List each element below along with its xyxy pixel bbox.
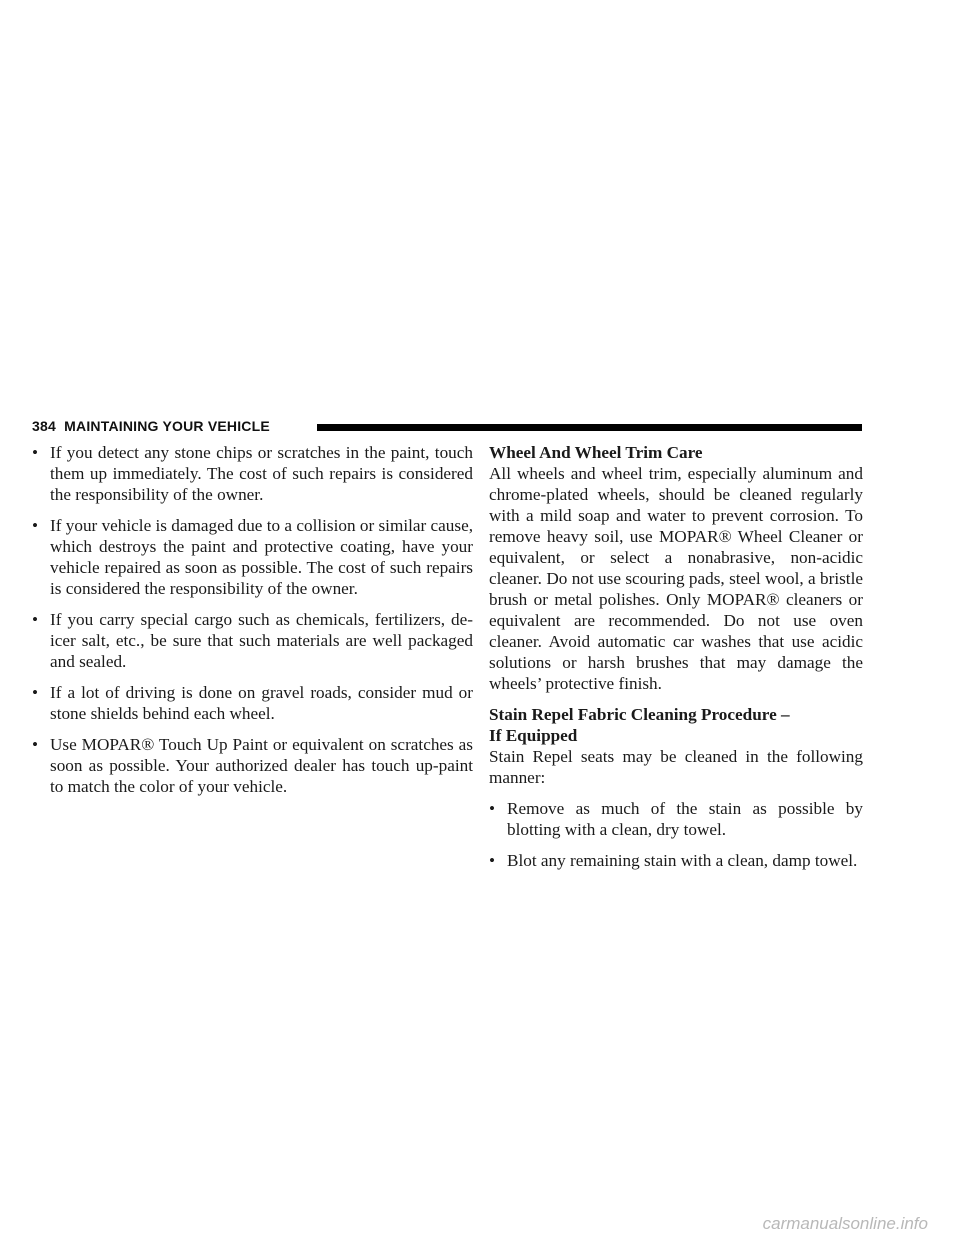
bullet-text: If you carry special cargo such as chemicals, fertilizers, de-icer salt, etc., be sure that such materials are well packaged and sealed. [50,610,473,671]
bullet-icon: • [32,516,39,535]
bullet-icon: • [32,683,39,702]
bullet-text: Use MOPAR® Touch Up Paint or equivalent on scratches as soon as possible. Your authorized dealer has touch up-paint to match the color of your vehicle. [50,735,473,796]
page-header [32,419,862,435]
bullet-icon: • [489,851,496,870]
stain-repel-heading-line1: Stain Repel Fabric Cleaning Procedure – [489,705,790,724]
bullet-text: If a lot of driving is done on gravel roads, consider mud or stone shields behind each wheel. [50,683,473,723]
watermark-text: carmanualsonline.info [762,1214,928,1233]
wheel-care-paragraph: All wheels and wheel trim, especially aluminum and chrome-plated wheels, should be cleaned regularly with a mild soap and water to prevent corrosion. To remove heavy soil, use MOPAR® Wheel Cleaner or equivalent, or select a nonabrasive, non-acidic cleaner. Do not use scouring pads, steel wool, a bristle brush or metal polishes. Only MOPAR® cleaners or equivalent are recommended. Do not use oven cleaner. Avoid automatic car washes that use acidic solutions or harsh brushes that may damage the wheels’ protective finish. [489,464,863,693]
bullet-icon: • [32,610,39,629]
right-column [489,442,863,881]
header-label [32,418,270,434]
bullet-item [32,609,473,672]
bullet-text: If you detect any stone chips or scratches in the paint, touch them up immediately. The cost of such repairs is considered the responsibility of the owner. [50,443,473,504]
stain-repel-paragraph: Stain Repel seats may be cleaned in the following manner: [489,747,863,787]
bullet-text: Blot any remaining stain with a clean, damp towel. [507,851,858,870]
bullet-item [32,734,473,797]
bullet-icon: • [489,799,496,818]
stain-repel-heading-line2: If Equipped [489,726,578,745]
bullet-icon: • [32,443,39,462]
bullet-text: Remove as much of the stain as possible by blotting with a clean, dry towel. [507,799,863,839]
bullet-item [32,442,473,505]
wheel-care-heading: Wheel And Wheel Trim Care [489,443,703,462]
bullet-text: If your vehicle is damaged due to a collision or similar cause, which destroys the paint and protective coating, have your vehicle repaired as soon as possible. The cost of such repairs is considered the responsibility of the owner. [50,516,473,598]
header-rule [317,424,862,431]
page-number: 384 [32,418,56,434]
section-title: MAINTAINING YOUR VEHICLE [64,418,270,434]
bullet-icon: • [32,735,39,754]
bullet-item [489,850,863,871]
left-column [32,442,473,807]
bullet-item [32,682,473,724]
bullet-item [489,798,863,840]
bullet-item [32,515,473,599]
